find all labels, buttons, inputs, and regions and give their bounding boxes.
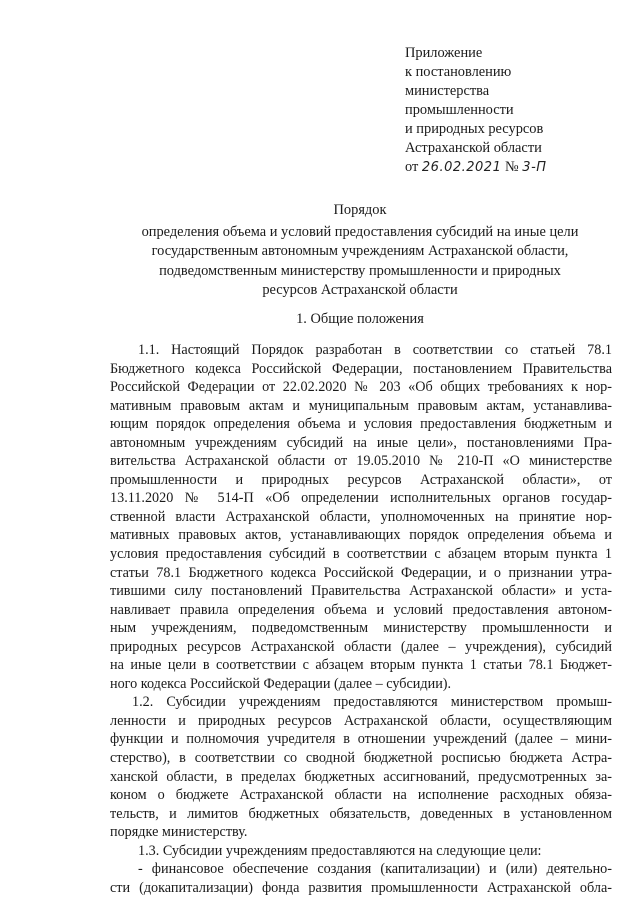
appendix-block bbox=[405, 44, 615, 177]
body-line: тившими силу постановлений Правительства Астраханской области» и уста- bbox=[110, 583, 612, 600]
date-prefix: от bbox=[405, 159, 419, 175]
appendix-line: промышленности bbox=[405, 102, 514, 118]
body-line: условия предоставления субсидий в соответствии с абзацем вторым пункта 1 bbox=[110, 546, 612, 563]
body-line: - финансовое обеспечение создания (капитализации) и (или) деятельно- bbox=[138, 861, 612, 878]
body-line: ханской области, в пределах бюджетных ассигнований, предусмотренных за- bbox=[110, 768, 612, 785]
body-line: 1.1. Настоящий Порядок разработан в соответствии со статьей 78.1 bbox=[138, 342, 612, 358]
section-heading: 1. Общие положения bbox=[296, 311, 424, 327]
body-line: Российской Федерации от 22.02.2020 № 203 «Об общих требованиях к нор- bbox=[110, 379, 612, 396]
body-line: навливает правила определения объема и условий предоставления автоном- bbox=[110, 601, 612, 618]
title-subtitle-line: государственным автономным учреждениям Астраханской области, bbox=[151, 243, 569, 259]
body-line: промышленности и природных ресурсов Астраханской области», от bbox=[110, 471, 612, 488]
appendix-line: Приложение bbox=[405, 45, 483, 61]
appendix-line: Астраханской области bbox=[405, 140, 542, 156]
body-line: статьи 78.1 Бюджетного кодекса Российской Федерации, и о признании утра- bbox=[110, 564, 612, 581]
body-line: сти (докапитализации) фонда развития промышленности Астраханской обла- bbox=[110, 879, 612, 896]
body-line: природных ресурсов Астраханской области (далее – учреждения), субсидий bbox=[110, 638, 612, 655]
body-line: коном о бюджете Астраханской области на исполнение расходных обяза- bbox=[110, 787, 612, 804]
number-prefix: № bbox=[504, 159, 519, 175]
body-line: 1.3. Субсидии учреждениям предоставляются на следующие цели: bbox=[138, 842, 542, 859]
body-line: вительства Астраханской области от 19.05.2010 № 210-П «О министерстве bbox=[110, 453, 612, 470]
body-line: на иные цели в соответствии с абзацем вторым пункта 1 статьи 78.1 Бюджет- bbox=[110, 657, 612, 674]
body-line: ным учреждениям, подведомственным министерству промышленности и bbox=[110, 620, 612, 637]
body-line: порядке министерству. bbox=[110, 824, 248, 841]
title-main: Порядок bbox=[333, 202, 387, 218]
body-line: ственной власти Астраханской области, уполномоченных на принятие нор- bbox=[110, 508, 612, 525]
date-value: 26.02.2021 bbox=[421, 160, 502, 175]
body-line: стерство), в соответствии со сводной бюджетной росписью бюджета Астра- bbox=[110, 750, 612, 767]
appendix-line: и природных ресурсов bbox=[405, 121, 544, 137]
body-line: ленности и природных ресурсов Астраханской области, осуществляющим bbox=[110, 712, 612, 729]
appendix-line: к постановлению bbox=[405, 64, 512, 80]
title-subtitle-line: подведомственным министерству промышленности и природных bbox=[159, 262, 561, 279]
body-line: мативных правовых актов, устанавливающих порядок определения объема и bbox=[110, 527, 612, 544]
number-value: 3-П bbox=[522, 160, 547, 175]
body-line: мативным правовым актам и муниципальным правовым актам, устанавлива- bbox=[110, 397, 612, 414]
title-subtitle-line: определения объема и условий предоставления субсидий на иные цели bbox=[141, 223, 579, 240]
body-line: 1.2. Субсидии учреждениям предоставляются министерством промыш- bbox=[132, 694, 612, 711]
appendix-date-line bbox=[405, 158, 615, 177]
body-line: 13.11.2020 № 514-П «Об определении исполнительных органов государ- bbox=[110, 490, 612, 507]
body-line: Бюджетного кодекса Российской Федерации, постановлением Правительства bbox=[110, 360, 612, 377]
body-line: ющим порядок определения объема и условия предоставления бюджетным и bbox=[110, 416, 612, 433]
appendix-line: министерства bbox=[405, 83, 490, 99]
body-line: ного кодекса Российской Федерации (далее – субсидии). bbox=[110, 675, 452, 692]
document-title bbox=[90, 201, 630, 301]
body-text bbox=[110, 341, 612, 897]
body-line: функции и полномочия учредителя в отношении учреждений (далее – мини- bbox=[110, 731, 612, 748]
title-subtitle-line: ресурсов Астраханской области bbox=[262, 282, 458, 298]
body-line: автономным учреждениям субсидий на иные цели», постановлениями Пра- bbox=[110, 434, 612, 451]
body-line: тельств, и лимитов бюджетных обязательств, доведенных в установленном bbox=[110, 805, 612, 822]
